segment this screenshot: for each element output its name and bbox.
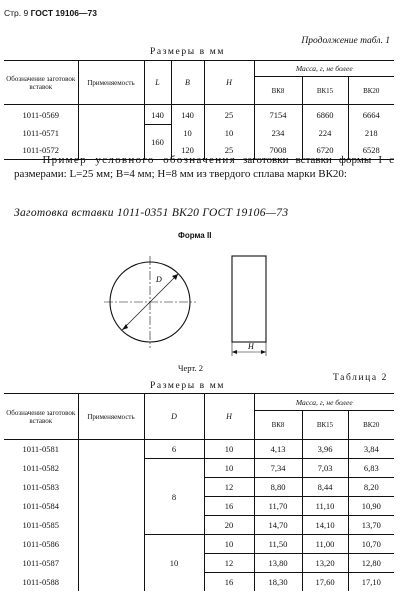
table-cell: 10,90 (348, 497, 394, 516)
table-cell: 11,50 (254, 535, 302, 554)
page-number: Стр. 9 (4, 8, 31, 18)
label-H: H (248, 342, 254, 351)
t1-header-designation: Обозначение заготовок вставок (4, 61, 78, 105)
table-cell: 12 (204, 478, 254, 497)
table-cell (78, 516, 144, 535)
table-cell: 234 (254, 125, 302, 142)
table-cell (78, 535, 144, 554)
table-row: 1011-0569 (22, 109, 59, 120)
table-cell (78, 125, 144, 142)
table-cell: 6528 (348, 142, 394, 160)
t2-header-H: H (204, 394, 254, 440)
figure-caption: Черт. 2 (178, 363, 204, 373)
t1-header-vk15: ВК15 (302, 77, 348, 105)
t2-header-vk20: ВК20 (348, 411, 394, 440)
table-cell: 6664 (348, 105, 394, 125)
dim-arrow-right (261, 350, 266, 354)
table-cell: 25 (204, 142, 254, 160)
example-designation: Заготовка вставки 1011-0351 ВК20 ГОСТ 19106—73 (14, 207, 289, 219)
table-cell: 18,30 (254, 573, 302, 592)
table-cell: 14,10 (302, 516, 348, 535)
table-cell: 13,70 (348, 516, 394, 535)
table-cell: 14,70 (254, 516, 302, 535)
table-cell: 16 (204, 497, 254, 516)
t1-header-mass: Масса, г, не более (254, 61, 394, 77)
table-cell: 140 (171, 105, 204, 125)
table-cell: 6 (144, 440, 204, 459)
example-text: заготовки вставки формы I с размерами: L=25 мм; B=4 мм; H=8 мм из твердого сплава марки ВК20: (14, 154, 394, 180)
t2-header-designation: Обозначение заготовок вставок (4, 394, 78, 440)
t1-header-B: B (171, 61, 204, 105)
table-cell: 8 (144, 459, 204, 535)
table2-label: Таблица 2 (332, 373, 388, 383)
t1-header-L: L (144, 61, 171, 105)
table-cell (78, 554, 144, 573)
t1-header-application: Применяемость (78, 61, 144, 105)
table-cell: 12,80 (348, 554, 394, 573)
t2-header-vk8: ВК8 (254, 411, 302, 440)
table-cell: 12 (204, 554, 254, 573)
continuation-label: Продолжение табл. 1 (301, 36, 390, 46)
table1 (4, 60, 394, 160)
label-D: D (156, 275, 162, 284)
table-cell: 10 (171, 125, 204, 142)
table-cell: 218 (348, 125, 394, 142)
table-cell: 16 (204, 573, 254, 592)
table-row: 1011-0586 (22, 539, 59, 549)
table-row: 1011-0583 (22, 482, 59, 492)
table-cell: 4,13 (254, 440, 302, 459)
table-cell: 7008 (254, 142, 302, 160)
example-lead: Пример условного обозначения (42, 154, 236, 166)
table-cell: 140 (144, 105, 171, 125)
table-cell: 17,60 (302, 573, 348, 592)
table-row: 1011-0587 (22, 558, 59, 568)
t1-header-vk20: ВК20 (348, 77, 394, 105)
table-row: 1011-0571 (22, 128, 59, 138)
table-cell: 13,80 (254, 554, 302, 573)
table-cell (78, 440, 144, 459)
t2-header-vk15: ВК15 (302, 411, 348, 440)
dim-arrow-left (232, 350, 237, 354)
t1-header-H: H (204, 61, 254, 105)
table-cell: 13,20 (302, 554, 348, 573)
table-cell: 8,20 (348, 478, 394, 497)
table-cell: 20 (204, 516, 254, 535)
table1-caption: Размеры в мм (150, 47, 225, 57)
drawing-form-ii (100, 244, 280, 360)
table-cell: 11,70 (254, 497, 302, 516)
table-cell: 10 (204, 440, 254, 459)
table-cell: 7,03 (302, 459, 348, 478)
t2-header-D: D (144, 394, 204, 440)
table-cell (78, 459, 144, 478)
t1-header-vk8: ВК8 (254, 77, 302, 105)
table-cell: 6860 (302, 105, 348, 125)
figure-title: Форма II (178, 231, 212, 240)
table-cell: 17,10 (348, 573, 394, 592)
table-cell: 7154 (254, 105, 302, 125)
table-cell: 8,80 (254, 478, 302, 497)
table2-caption: Размеры в мм (150, 381, 225, 391)
table-cell: 160 (144, 125, 171, 160)
table-cell (78, 573, 144, 592)
table-cell: 11,10 (302, 497, 348, 516)
table-cell: 3,96 (302, 440, 348, 459)
standard-code: ГОСТ 19106—73 (30, 8, 97, 18)
table-cell: 3,84 (348, 440, 394, 459)
table-cell (78, 105, 144, 125)
table-cell (78, 497, 144, 516)
table-cell: 10 (204, 125, 254, 142)
table-row: 1011-0582 (22, 463, 59, 473)
t2-header-mass: Масса, г, не более (254, 394, 394, 411)
table-row: 1011-0584 (22, 501, 59, 511)
table-cell (78, 478, 144, 497)
table-row: 1011-0581 (22, 444, 59, 455)
table-cell: 8,44 (302, 478, 348, 497)
side-view-outline (232, 256, 266, 342)
table-cell: 120 (171, 142, 204, 160)
table-cell: 10 (144, 535, 204, 592)
table-cell: 10 (204, 535, 254, 554)
table-cell: 224 (302, 125, 348, 142)
table-cell: 10,70 (348, 535, 394, 554)
example-paragraph (14, 154, 394, 181)
table-cell: 25 (204, 105, 254, 125)
table-row: 1011-0572 (4, 142, 78, 160)
table-cell: 6720 (302, 142, 348, 160)
table-row: 1011-0588 (22, 576, 59, 587)
table-row: 1011-0585 (22, 520, 59, 530)
t2-header-application: Применяемость (78, 394, 144, 440)
table-cell: 11,00 (302, 535, 348, 554)
table2 (4, 393, 394, 591)
table-cell: 6,83 (348, 459, 394, 478)
table-cell: 7,34 (254, 459, 302, 478)
page-header (4, 8, 97, 18)
table-cell: 10 (204, 459, 254, 478)
